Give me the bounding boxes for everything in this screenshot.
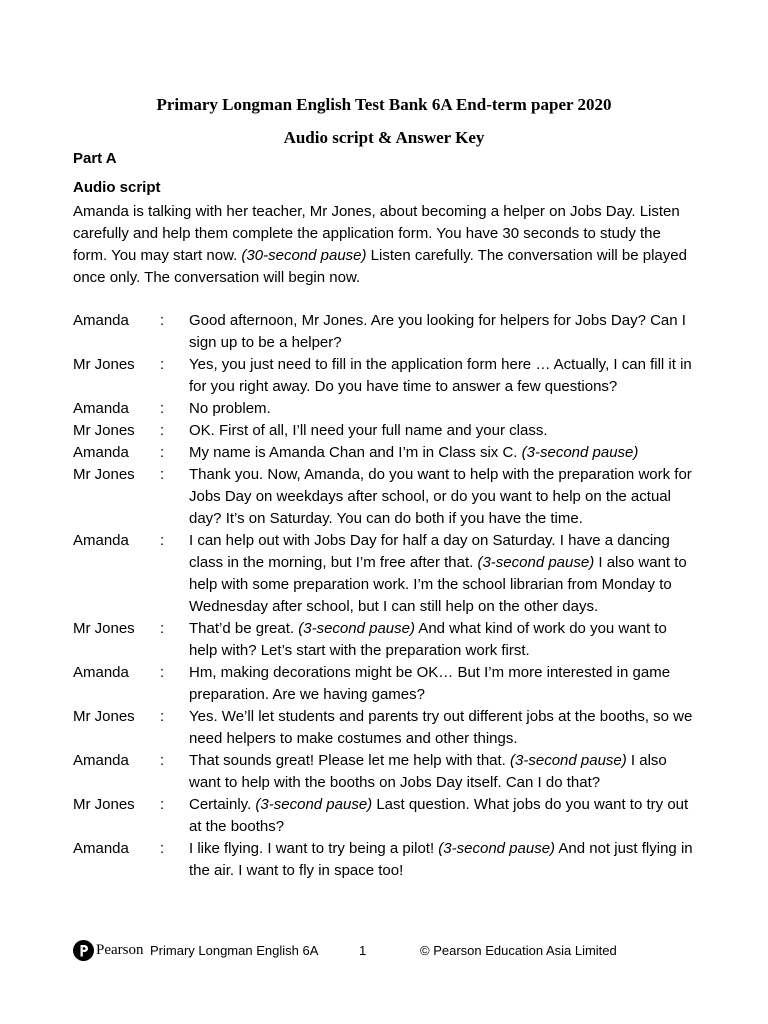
speaker-colon: : xyxy=(160,466,165,483)
dialogue-row xyxy=(73,838,695,882)
intro-text: Amanda is talking with her teacher, Mr Jones, about becoming a helper on Jobs Day. Listen carefully and help them complete the application form. You have 30 seconds to study the form. You may start now. xyxy=(73,203,680,264)
dialogue-line xyxy=(189,464,695,530)
line-text: Certainly. xyxy=(189,796,256,813)
speaker-colon: : xyxy=(160,400,165,417)
dialogue-row xyxy=(73,530,695,618)
speaker-colon: : xyxy=(160,312,165,329)
pause-note: (3-second pause) xyxy=(298,620,415,637)
line-text: OK. First of all, I’ll need your full name and your class. xyxy=(189,422,548,439)
line-text: Good afternoon, Mr Jones. Are you looking for helpers for Jobs Day? Can I sign up to be a helper? xyxy=(189,312,686,351)
dialogue-row xyxy=(73,662,695,706)
speaker-colon: : xyxy=(160,422,165,439)
speaker-name: Amanda xyxy=(73,664,129,681)
speaker-name: Mr Jones xyxy=(73,356,135,373)
dialogue-line xyxy=(189,420,695,442)
speaker-colon: : xyxy=(160,620,165,637)
speaker-name: Mr Jones xyxy=(73,708,135,725)
speaker-name: Amanda xyxy=(73,532,129,549)
dialogue-line xyxy=(189,706,695,750)
speaker-name: Mr Jones xyxy=(73,796,135,813)
speaker-name: Amanda xyxy=(73,840,129,857)
line-text: I can help out with Jobs Day for half a day on Saturday. I have a dancing class in the morning, but I’m free after that. xyxy=(189,532,670,571)
dialogue-line xyxy=(189,398,695,420)
speaker-name: Amanda xyxy=(73,312,129,329)
speaker-colon: : xyxy=(160,444,165,461)
dialogue-row xyxy=(73,464,695,530)
pearson-logo-icon xyxy=(73,940,94,961)
speaker-colon: : xyxy=(160,752,165,769)
dialogue-row xyxy=(73,794,695,838)
line-text: Last question. What jobs do you want to try out at the booths? xyxy=(189,796,689,835)
dialogue-line xyxy=(189,618,695,662)
dialogue-list xyxy=(73,310,695,882)
dialogue-line xyxy=(189,838,695,882)
speaker-name: Mr Jones xyxy=(73,620,135,637)
dialogue-line xyxy=(189,662,695,706)
part-heading: Part A xyxy=(73,150,117,167)
dialogue-line xyxy=(189,794,695,838)
line-text: And not just flying in the air. I want to fly in space too! xyxy=(189,840,693,879)
dialogue-row xyxy=(73,398,695,420)
book-title: Primary Longman English 6A xyxy=(150,943,319,958)
dialogue-line xyxy=(189,750,695,794)
dialogue-row xyxy=(73,442,695,464)
line-text: Hm, making decorations might be OK… But I’m more interested in game preparation. Are we having games? xyxy=(189,664,671,703)
line-text: I like flying. I want to try being a pilot! xyxy=(189,840,439,857)
dialogue-row xyxy=(73,706,695,750)
line-text: Yes. We’ll let students and parents try out different jobs at the booths, so we need helpers to make costumes and other things. xyxy=(189,708,693,747)
dialogue-line xyxy=(189,310,695,354)
speaker-name: Mr Jones xyxy=(73,422,135,439)
line-text: I also want to help with some preparation work. I’m the school librarian from Monday to Wednesday after school, but I can still help on the other days. xyxy=(189,554,687,615)
pause-note: (3-second pause) xyxy=(477,554,595,571)
speaker-colon: : xyxy=(160,532,165,549)
line-text: That sounds great! Please let me help with that. xyxy=(189,752,511,769)
dialogue-line xyxy=(189,442,695,464)
copyright-notice: © Pearson Education Asia Limited xyxy=(420,943,617,958)
page-subtitle: Audio script & Answer Key xyxy=(283,128,485,147)
speaker-colon: : xyxy=(160,708,165,725)
line-text: No problem. xyxy=(189,400,271,417)
dialogue-row xyxy=(73,310,695,354)
line-text: My name is Amanda Chan and I’m in Class six C. xyxy=(189,444,522,461)
page-number: 1 xyxy=(359,943,367,958)
brand-name: Pearson xyxy=(96,942,144,958)
pause-note: (3-second pause) xyxy=(255,796,373,813)
page-title: Primary Longman English Test Bank 6A End-term paper 2020 xyxy=(156,95,612,114)
pause-note: (3-second pause) xyxy=(438,840,556,857)
pause-note: (3-second pause) xyxy=(510,752,627,769)
dialogue-row xyxy=(73,750,695,794)
line-text: I also want to help with the booths on Jobs Day itself. Can I do that? xyxy=(189,752,667,791)
intro-paragraph xyxy=(73,201,693,289)
page-footer xyxy=(73,940,693,962)
speaker-colon: : xyxy=(160,356,165,373)
speaker-colon: : xyxy=(160,664,165,681)
speaker-name: Mr Jones xyxy=(73,466,135,483)
speaker-colon: : xyxy=(160,840,165,857)
intro-text-end: Listen carefully. The conversation will be played once only. The conversation will begin now. xyxy=(73,247,687,286)
line-text: Thank you. Now, Amanda, do you want to help with the preparation work for Jobs Day on weekdays after school, or do you want to help on the actual day? It’s on Saturday. You can do both if you have the time. xyxy=(189,466,692,527)
dialogue-line xyxy=(189,354,695,398)
audio-script-heading: Audio script xyxy=(73,179,161,196)
speaker-colon: : xyxy=(160,796,165,813)
line-text: That’d be great. xyxy=(189,620,299,637)
speaker-name: Amanda xyxy=(73,400,129,417)
dialogue-row xyxy=(73,354,695,398)
speaker-name: Amanda xyxy=(73,444,129,461)
dialogue-line xyxy=(189,530,695,618)
line-text: And what kind of work do you want to help with? Let’s start with the preparation work first. xyxy=(189,620,667,659)
speaker-name: Amanda xyxy=(73,752,129,769)
dialogue-row xyxy=(73,618,695,662)
line-text: Yes, you just need to fill in the application form here … Actually, I can fill it in for you right away. Do you have time to answer a few questions? xyxy=(189,356,692,395)
intro-pause: (30-second pause) xyxy=(241,247,367,264)
dialogue-row xyxy=(73,420,695,442)
pause-note: (3-second pause) xyxy=(521,444,639,461)
